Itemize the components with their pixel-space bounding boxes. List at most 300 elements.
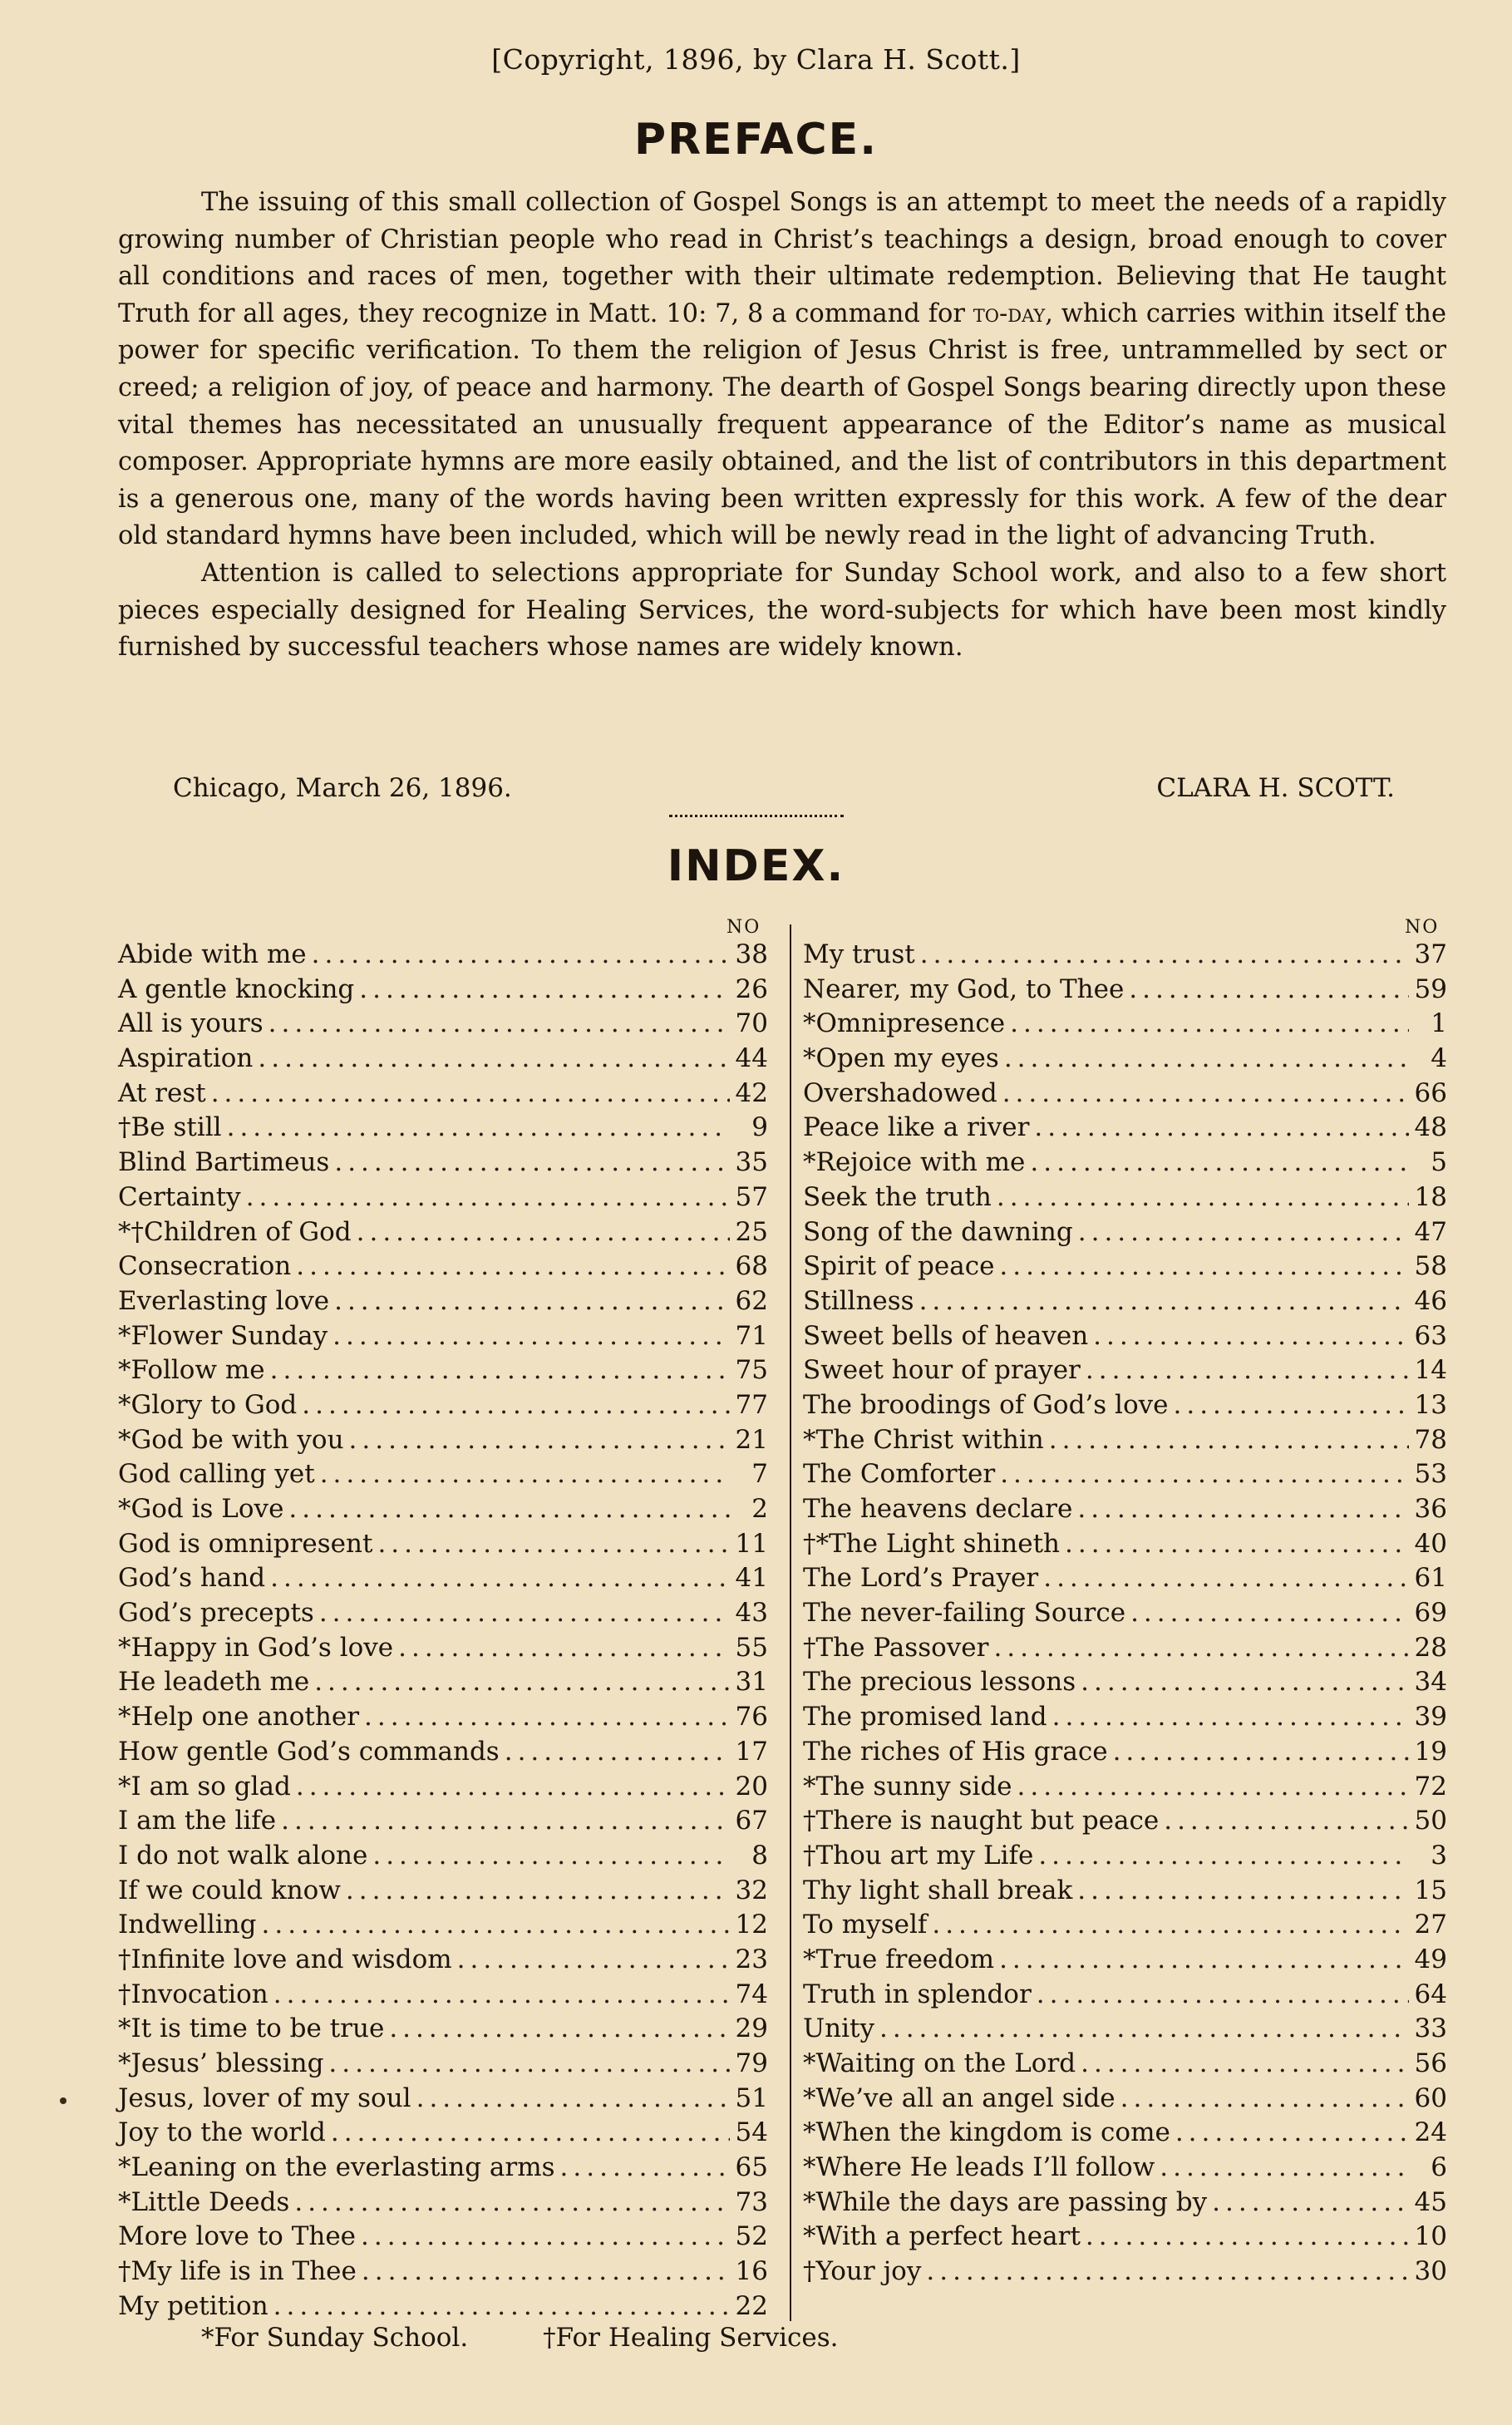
index-entry-number: 45	[1414, 2186, 1447, 2217]
index-entry-leader	[932, 1908, 1409, 1943]
index-entry-number: 51	[735, 2082, 768, 2113]
index-entry-leader	[999, 1943, 1409, 1978]
index-entry	[803, 1804, 1447, 1839]
index-entry-number: 13	[1414, 1389, 1447, 1420]
index-entry-number: 68	[735, 1251, 768, 1282]
index-entry	[118, 1943, 768, 1978]
index-entry-title: †Thou art my Life	[803, 1840, 1034, 1871]
index-entry-title: *True freedom	[803, 1944, 995, 1974]
index-entry	[118, 2220, 768, 2255]
index-left-column-header: NO	[726, 917, 761, 938]
index-entry	[118, 2047, 768, 2082]
index-entry-title: All is yours	[118, 1008, 263, 1039]
index-entry-number: 43	[735, 1598, 768, 1629]
index-entry-leader	[1038, 1839, 1409, 1874]
preface-text-smallcaps: to-day	[973, 298, 1046, 328]
index-entry-leader	[1002, 1077, 1409, 1111]
index-entry-number: 58	[1414, 1251, 1447, 1282]
index-entry	[118, 1007, 768, 1042]
index-entry-title: †There is naught but peace	[803, 1806, 1160, 1836]
index-entry-title: *With a perfect heart	[803, 2221, 1081, 2252]
index-entry	[118, 1665, 768, 1700]
index-entry-title: †Infinite love and wisdom	[118, 1944, 452, 1974]
legend-sunday-school: *For Sunday School.	[201, 2323, 469, 2353]
index-entry-leader	[227, 1111, 730, 1146]
index-entry	[118, 1146, 768, 1180]
index-entry	[803, 1007, 1447, 1042]
index-entry-leader	[273, 1978, 730, 2013]
index-entry-number: 73	[735, 2186, 768, 2217]
index-entry-leader	[1010, 1007, 1409, 1042]
index-entry-title: A gentle knocking	[118, 973, 355, 1004]
index-entry-leader	[262, 1908, 731, 1943]
index-entry-number: 63	[1414, 1320, 1447, 1351]
index-entry	[118, 2289, 768, 2324]
index-entry-title: Everlasting love	[118, 1285, 330, 1316]
index-entry-title: *Open my eyes	[803, 1043, 999, 1074]
index-entry-title: The promised land	[803, 1702, 1047, 1732]
index-right-column-header: NO	[1405, 917, 1440, 938]
index-entry	[803, 1457, 1447, 1492]
index-entry-title: *Little Deeds	[118, 2186, 290, 2217]
index-entry-leader	[349, 1423, 730, 1458]
index-entry-number: 79	[735, 2048, 768, 2078]
index-entry-title: †The Passover	[803, 1632, 989, 1663]
index-entry-leader	[346, 1874, 730, 1909]
index-entry-title: How gentle God’s commands	[118, 1736, 500, 1767]
index-entry-title: He leadeth me	[118, 1667, 310, 1698]
index-entry-leader	[296, 1249, 730, 1284]
signature: CLARA H. SCOTT.	[1156, 773, 1395, 803]
index-entry	[118, 2012, 768, 2047]
index-entry-leader	[211, 1077, 730, 1111]
index-entry-leader	[1049, 1423, 1409, 1458]
index-entry	[118, 1249, 768, 1284]
index-entry-leader	[268, 1007, 730, 1042]
index-entry-title: Spirit of peace	[803, 1251, 995, 1282]
index-entry-leader	[377, 1527, 730, 1562]
index-entry-number: 20	[735, 1771, 768, 1801]
index-entry-number: 30	[1414, 2256, 1447, 2287]
index-entry-title: *When the kingdom is come	[803, 2117, 1170, 2148]
index-entry	[803, 1874, 1447, 1909]
index-entry-title: †Invocation	[118, 1979, 268, 2009]
index-entry	[803, 1978, 1447, 2013]
index-entry-title: Jesus, lover of my soul	[118, 2082, 411, 2113]
index-entry-number: 17	[735, 1736, 768, 1767]
index-entry-title: †*The Light shineth	[803, 1528, 1060, 1559]
index-entry-number: 77	[735, 1389, 768, 1420]
index-entry	[118, 1804, 768, 1839]
preface-signoff	[173, 773, 1395, 803]
index-entry-number: 42	[735, 1077, 768, 1108]
index-entry-title: *The sunny side	[803, 1771, 1012, 1801]
index-entry-title: Peace like a river	[803, 1112, 1030, 1143]
index-entry	[803, 2047, 1447, 2082]
index-entry	[803, 2012, 1447, 2047]
index-entry-number: 60	[1414, 2082, 1447, 2113]
index-entry-number: 59	[1414, 973, 1447, 1004]
index-entry-title: *Leaning on the everlasting arms	[118, 2152, 555, 2183]
index-entry-leader	[1037, 1978, 1409, 2013]
index-entry-number: 49	[1414, 1944, 1447, 1974]
index-entry-title: The Comforter	[803, 1459, 996, 1490]
index-entry-title: Joy to the world	[118, 2117, 326, 2148]
index-left-column	[118, 938, 768, 2324]
index-entry	[118, 1388, 768, 1423]
index-entry	[803, 938, 1447, 973]
index-entry-leader	[331, 2116, 730, 2151]
index-entry-leader	[1212, 2186, 1409, 2220]
index-entry-number: 34	[1414, 1667, 1447, 1698]
index-entry-leader	[319, 1596, 730, 1631]
index-entry	[118, 1527, 768, 1562]
preface-paragraph-2: Attention is called to selections appropriate for Sunday School work, and also to a few short pieces especially designed for Healing Services, the word-subjects for which have been most kindly furnished by successful teachers whose names are widely known.	[118, 558, 1446, 663]
index-entry	[118, 1631, 768, 1666]
index-entry-title: God’s precepts	[118, 1598, 314, 1629]
index-entry	[803, 1735, 1447, 1770]
index-entry-leader	[1034, 1111, 1409, 1146]
index-entry-number: 28	[1414, 1632, 1447, 1663]
index-entry-leader	[359, 973, 730, 1008]
dotted-divider	[669, 815, 844, 817]
index-entry-title: My petition	[118, 2290, 268, 2321]
index-entry	[803, 1215, 1447, 1250]
index-entry	[803, 1319, 1447, 1354]
index-entry-number: 16	[735, 2256, 768, 2287]
index-entry-leader	[246, 1180, 730, 1215]
index-entry-title: Thy light shall break	[803, 1875, 1073, 1905]
index-entry-title: I do not walk alone	[118, 1840, 368, 1871]
index-entry	[118, 1700, 768, 1735]
index-entry	[803, 1665, 1447, 1700]
index-entry-leader	[288, 1492, 730, 1527]
index-entry-number: 10	[1414, 2221, 1447, 2252]
index-entry-number: 71	[735, 1320, 768, 1351]
index-entry-leader	[1130, 1596, 1409, 1631]
index-entry-number: 70	[735, 1008, 768, 1039]
index-entry-number: 53	[1414, 1459, 1447, 1490]
index-entry-number: 29	[735, 2013, 768, 2044]
index-entry-leader	[999, 1249, 1409, 1284]
index-entry-leader	[372, 1839, 730, 1874]
preface-body	[118, 185, 1446, 667]
index-entry	[803, 1770, 1447, 1805]
index-entry-number: 15	[1414, 1875, 1447, 1905]
index-entry-number: 55	[735, 1632, 768, 1663]
index-entry-leader	[993, 1631, 1409, 1666]
preface-title: PREFACE.	[634, 115, 878, 165]
index-entry	[803, 1146, 1447, 1180]
index-entry-title: Blind Bartimeus	[118, 1147, 330, 1178]
index-entry	[803, 1353, 1447, 1388]
index-entry-title: Song of the dawning	[803, 1216, 1073, 1247]
index-entry	[118, 1180, 768, 1215]
index-entry-title: Sweet bells of heaven	[803, 1320, 1089, 1351]
index-entry-number: 22	[735, 2290, 768, 2321]
index-entry-title: If we could know	[118, 1875, 341, 1905]
index-entry-title: †My life is in Thee	[118, 2256, 357, 2287]
index-entry	[803, 2220, 1447, 2255]
index-entry-title: Overshadowed	[803, 1077, 997, 1108]
copyright-notice: [Copyright, 1896, by Clara H. Scott.]	[491, 43, 1021, 76]
index-entry-leader	[1052, 1700, 1409, 1735]
index-entry-title: To myself	[803, 1910, 928, 1940]
index-entry	[118, 1561, 768, 1596]
index-entry	[803, 1042, 1447, 1077]
index-entry-leader	[1086, 2220, 1409, 2255]
index-entry	[118, 1770, 768, 1805]
index-entry-leader	[1175, 2116, 1409, 2151]
index-entry-leader	[919, 1284, 1409, 1319]
index-entry-leader	[270, 1561, 730, 1596]
index-entry-number: 26	[735, 973, 768, 1004]
index-entry	[803, 1111, 1447, 1146]
preface-text: , which carries within itself the power for specific verification. To them the religion of Jesus Christ is free, untrammelled by sect or creed; a religion of joy, of peace and harmony. The dearth of Gospel Songs bearing directly upon these vital themes has necessitated an unusually frequent appearance of the Editor’s name as musical composer. Appropriate hymns are more easily obtained, and the list of contributors in this department is a generous one, many of the words having been written expressly for this work. A few of the dear old standard hymns have been included, which will be newly read in the light of advancing Truth.	[118, 298, 1446, 551]
index-entry	[803, 1423, 1447, 1458]
index-entry-leader	[1004, 1042, 1409, 1077]
index-entry-leader	[281, 1804, 730, 1839]
index-entry-title: †Be still	[118, 1112, 222, 1143]
index-entry-number: 19	[1414, 1736, 1447, 1767]
index-entry	[118, 1908, 768, 1943]
index-entry	[803, 1700, 1447, 1735]
index-entry-leader	[364, 1700, 730, 1735]
index-entry	[118, 1978, 768, 2013]
index-entry	[118, 1596, 768, 1631]
index-entry-title: Aspiration	[118, 1043, 254, 1074]
index-entry-leader	[389, 2012, 730, 2047]
index-entry-title: *†Children of God	[118, 1216, 352, 1247]
index-entry-number: 37	[1414, 939, 1447, 969]
index-entry-leader	[457, 1943, 730, 1978]
index-entry-number: 64	[1414, 1979, 1447, 2009]
index-entry-leader	[334, 1146, 730, 1180]
index-entry-title: *While the days are passing by	[803, 2186, 1208, 2217]
index-entry-leader	[398, 1631, 730, 1666]
index-entry	[803, 1908, 1447, 1943]
index-entry-number: 47	[1414, 1216, 1447, 1247]
index-entry-title: God is omnipresent	[118, 1528, 373, 1559]
index-entry-title: *Flower Sunday	[118, 1320, 328, 1351]
index-entry-title: Consecration	[118, 1251, 292, 1282]
index-entry-number: 67	[735, 1806, 768, 1836]
index-entry-title: God’s hand	[118, 1563, 266, 1594]
index-entry-number: 46	[1414, 1285, 1447, 1316]
index-entry-number: 32	[735, 1875, 768, 1905]
index-entry-leader	[920, 938, 1409, 973]
index-entry-title: The never-failing Source	[803, 1598, 1126, 1629]
index-entry	[118, 2082, 768, 2117]
index-entry-number: 7	[751, 1459, 768, 1490]
index-entry-title: Certainty	[118, 1181, 241, 1212]
index-entry	[118, 2116, 768, 2151]
index-entry-number: 39	[1414, 1702, 1447, 1732]
index-entry-leader	[1113, 1735, 1409, 1770]
index-entry-title: At rest	[118, 1077, 206, 1108]
index-entry	[118, 1353, 768, 1388]
index-entry-leader	[560, 2151, 730, 2186]
index-entry-number: 4	[1431, 1043, 1447, 1074]
index-entry-leader	[302, 1388, 730, 1423]
index-entry-title: Indwelling	[118, 1910, 257, 1940]
index-entry-number: 40	[1414, 1528, 1447, 1559]
index-entry-leader	[1160, 2151, 1409, 2186]
preface-text: The issuing of this small collection of Gospel Songs is an attempt to meet the needs of a rapidly growing number of Christian people who read in Christ’s teachings a design, broad enough to cover all conditions and races of men, together with their ultimate redemption. Believing that He taught Truth for all ages, they recognize in Matt. 10: 7, 8 a command for	[118, 188, 1446, 328]
index-entry-leader	[1081, 2047, 1409, 2082]
index-entry-leader	[1081, 1665, 1409, 1700]
index-entry-leader	[1093, 1319, 1409, 1354]
index-entry-number: 3	[1431, 1840, 1447, 1871]
index-entry	[118, 1839, 768, 1874]
index-entry	[803, 1284, 1447, 1319]
index-entry	[803, 1561, 1447, 1596]
index-entry-number: 5	[1431, 1147, 1447, 1178]
index-entry-leader	[1065, 1527, 1409, 1562]
index-entry	[118, 1457, 768, 1492]
index-entry	[803, 2151, 1447, 2186]
index-entry-title: †Your joy	[803, 2256, 922, 2287]
index-entry-number: 38	[735, 939, 768, 969]
index-entry-number: 56	[1414, 2048, 1447, 2078]
index-entry-number: 24	[1414, 2117, 1447, 2148]
index-entry-leader	[296, 1770, 730, 1805]
index-entry-number: 31	[735, 1667, 768, 1698]
index-entry-leader	[1164, 1804, 1409, 1839]
index-entry-number: 1	[1431, 1008, 1447, 1039]
index-entry-leader	[1043, 1561, 1409, 1596]
index-entry	[803, 1077, 1447, 1111]
index-entry	[118, 2255, 768, 2289]
index-entry-leader	[505, 1735, 730, 1770]
preface-paragraph-1	[118, 185, 1446, 555]
index-entry-number: 44	[735, 1043, 768, 1074]
index-entry-title: The Lord’s Prayer	[803, 1563, 1039, 1594]
margin-mark	[60, 2097, 66, 2104]
index-entry-number: 21	[735, 1424, 768, 1455]
index-entry-leader	[1017, 1770, 1409, 1805]
index-entry	[118, 1874, 768, 1909]
index-entry	[803, 1943, 1447, 1978]
index-entry-title: *The Christ within	[803, 1424, 1044, 1455]
index-entry-title: Sweet hour of prayer	[803, 1355, 1081, 1386]
index-entry-number: 35	[735, 1147, 768, 1178]
index-entry-leader	[1000, 1457, 1409, 1492]
index-entry-leader	[1030, 1146, 1409, 1180]
index-entry	[118, 2151, 768, 2186]
index-entry-title: *Where He leads I’ll follow	[803, 2152, 1155, 2183]
index-entry-number: 54	[735, 2117, 768, 2148]
index-entry-title: *Glory to God	[118, 1389, 298, 1420]
index-entry-number: 61	[1414, 1563, 1447, 1594]
index-entry	[118, 1111, 768, 1146]
index-entry-title: More love to Thee	[118, 2221, 357, 2252]
index-entry-leader	[416, 2082, 730, 2117]
index-entry-title: *Follow me	[118, 1355, 265, 1386]
index-entry-number: 74	[735, 1979, 768, 2009]
index-entry-leader	[1077, 1874, 1409, 1909]
index-entry-number: 50	[1414, 1806, 1447, 1836]
index-entry-title: *God be with you	[118, 1424, 344, 1455]
index-entry-number: 62	[735, 1285, 768, 1316]
index-entry-title: *Happy in God’s love	[118, 1632, 394, 1663]
index-entry-number: 48	[1414, 1112, 1447, 1143]
index-entry-number: 36	[1414, 1494, 1447, 1524]
index-entry-number: 78	[1414, 1424, 1447, 1455]
index-entry	[803, 1180, 1447, 1215]
index-entry	[803, 2186, 1447, 2220]
index-entry	[803, 973, 1447, 1008]
index-entry-number: 14	[1414, 1355, 1447, 1386]
index-entry-leader	[314, 1665, 730, 1700]
index-entry	[118, 938, 768, 973]
index-entry	[118, 1284, 768, 1319]
index-entry-leader	[258, 1042, 730, 1077]
index-entry-leader	[362, 2255, 730, 2289]
index-entry-title: The broodings of God’s love	[803, 1389, 1169, 1420]
index-entry-leader	[357, 1215, 730, 1250]
index-legend	[201, 2323, 838, 2353]
index-entry-leader	[320, 1457, 730, 1492]
index-entry-number: 18	[1414, 1181, 1447, 1212]
index-entry	[803, 1388, 1447, 1423]
index-entry-title: I am the life	[118, 1806, 277, 1836]
index-entry	[118, 1042, 768, 1077]
index-entry-number: 9	[751, 1112, 768, 1143]
index-entry-number: 75	[735, 1355, 768, 1386]
index-entry	[803, 2116, 1447, 2151]
index-entry-leader	[328, 2047, 730, 2082]
index-entry-number: 65	[735, 2152, 768, 2183]
index-entry-title: Seek the truth	[803, 1181, 992, 1212]
index-entry	[118, 1215, 768, 1250]
index-entry-title: God calling yet	[118, 1459, 315, 1490]
index-entry	[118, 1735, 768, 1770]
index-entry-number: 12	[735, 1910, 768, 1940]
index-entry-number: 2	[751, 1494, 768, 1524]
index-entry-leader	[270, 1353, 730, 1388]
index-entry-leader	[1078, 1215, 1409, 1250]
index-entry-leader	[997, 1180, 1409, 1215]
index-entry-title: *We’ve all an angel side	[803, 2082, 1116, 2113]
index-entry	[803, 2255, 1447, 2289]
index-entry	[118, 1423, 768, 1458]
legend-healing-services: †For Healing Services.	[543, 2323, 839, 2353]
index-entry-title: *It is time to be true	[118, 2013, 385, 2044]
index-entry-number: 69	[1414, 1598, 1447, 1629]
index-entry-leader	[312, 938, 730, 973]
index-entry-leader	[361, 2220, 730, 2255]
index-entry-number: 8	[751, 1840, 768, 1871]
index-entry-title: *Rejoice with me	[803, 1147, 1026, 1178]
index-entry-title: Unity	[803, 2013, 874, 2044]
index-entry	[803, 1249, 1447, 1284]
index-entry-leader	[273, 2289, 730, 2324]
index-entry	[118, 2186, 768, 2220]
index-entry	[803, 1527, 1447, 1562]
index-entry	[118, 1492, 768, 1527]
index-entry-title: Truth in splendor	[803, 1979, 1032, 2009]
index-entry-title: Stillness	[803, 1285, 914, 1316]
index-entry-number: 72	[1414, 1771, 1447, 1801]
index-entry-title: The heavens declare	[803, 1494, 1073, 1524]
index-entry-number: 6	[1431, 2152, 1447, 2183]
index-entry-number: 33	[1414, 2013, 1447, 2044]
index-entry-leader	[1120, 2082, 1409, 2117]
index-entry	[803, 1596, 1447, 1631]
index-entry-number: 76	[735, 1702, 768, 1732]
index-entry	[803, 1631, 1447, 1666]
